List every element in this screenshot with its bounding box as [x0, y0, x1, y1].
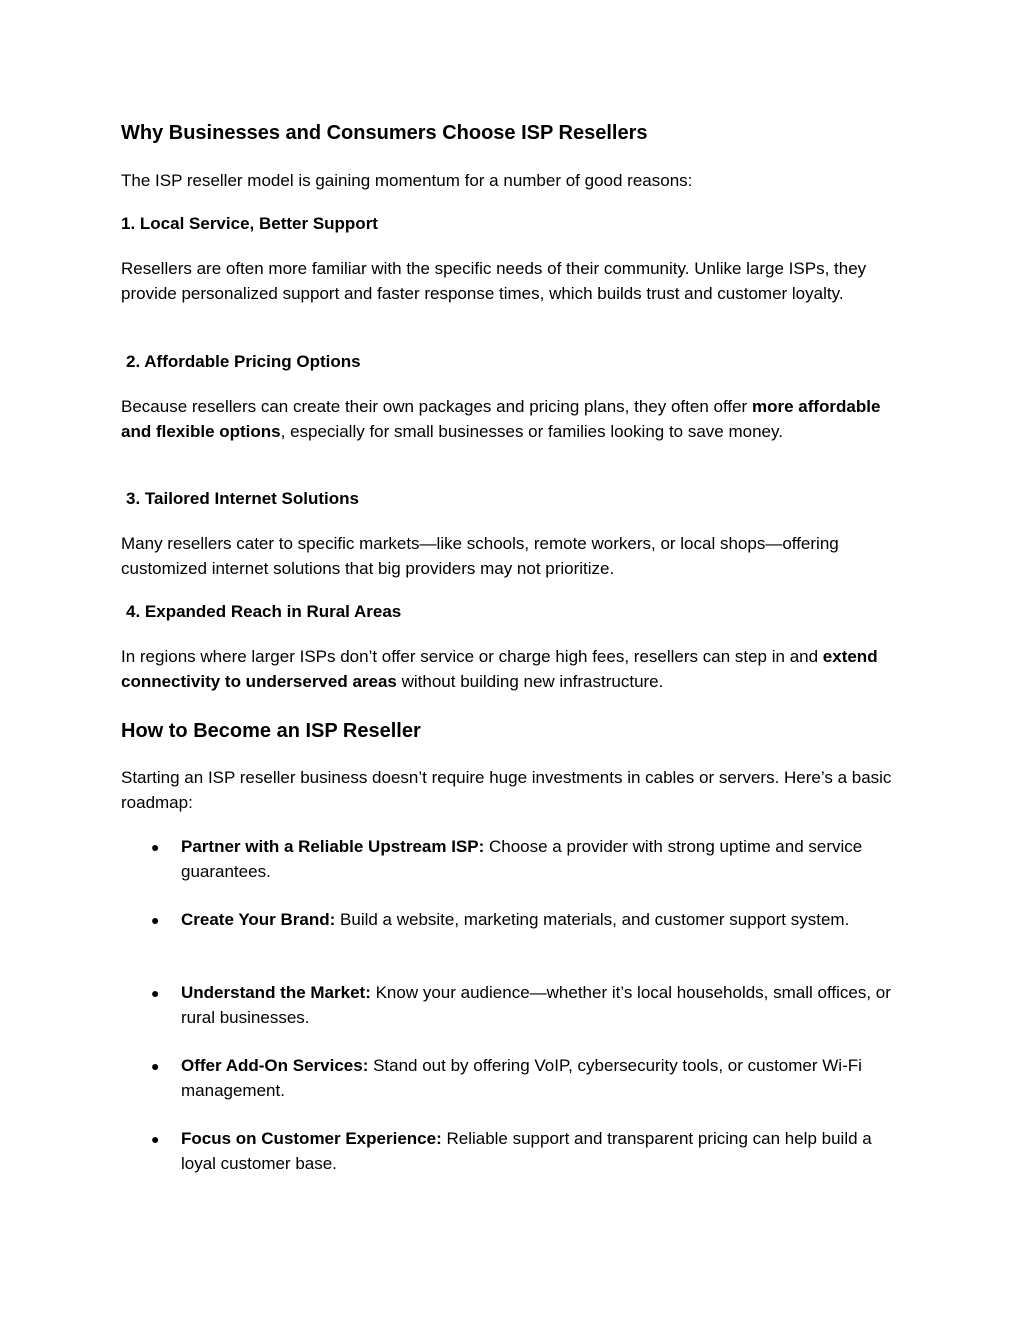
section2-intro: Starting an ISP reseller business doesn’t require huge investments in cables or servers. Here’s a basic roadmap: [121, 768, 892, 812]
reason-body-4 [121, 645, 906, 694]
step-label: Create Your Brand: [181, 910, 336, 929]
reason-heading-1: 1. Local Service, Better Support [121, 214, 378, 233]
reason-body-3: Many resellers cater to specific markets—like schools, remote workers, or local shops—offering customized internet solutions that big providers may not prioritize. [121, 534, 839, 578]
reason-body-4-post: without building new infrastructure. [396, 671, 664, 691]
list-item [151, 981, 906, 1030]
bullet-icon: ● [151, 985, 160, 1001]
step-text: Build a website, marketing materials, and customer support system. [335, 910, 850, 929]
step-label: Partner with a Reliable Upstream ISP: [181, 837, 485, 856]
reason-body-2-post: , especially for small businesses or families looking to save money. [280, 421, 783, 441]
reason-body-2 [121, 395, 906, 444]
reason-body-4-bold: extend connectivity to underserved areas [121, 647, 878, 691]
reason-body-2-bold: more affordable and flexible options [121, 397, 881, 441]
bullet-icon: ● [151, 1058, 160, 1074]
step-label: Focus on Customer Experience: [181, 1129, 442, 1148]
list-item [151, 835, 906, 884]
list-item [151, 1127, 906, 1176]
step-text: Stand out by offering VoIP, cybersecurity tools, or customer Wi-Fi management. [181, 1056, 862, 1100]
step-label: Offer Add-On Services: [181, 1056, 369, 1075]
reason-heading-2: 2. Affordable Pricing Options [126, 352, 361, 371]
step-label: Understand the Market: [181, 983, 371, 1002]
reason-heading-4: 4. Expanded Reach in Rural Areas [126, 602, 402, 621]
bullet-icon: ● [151, 839, 160, 855]
step-text: Choose a provider with strong uptime and service guarantees. [181, 837, 863, 881]
reason-body-1: Resellers are often more familiar with the specific needs of their community. Unlike large ISPs, they provide personalized support and faster response times, which builds trust and customer loyalty. [121, 259, 867, 303]
bullet-icon: ● [151, 912, 160, 928]
step-text: Know your audience—whether it’s local households, small offices, or rural businesses. [181, 983, 891, 1027]
reason-heading-3: 3. Tailored Internet Solutions [126, 489, 359, 508]
reason-body-2-pre: Because resellers can create their own packages and pricing plans, they often offer [121, 397, 752, 416]
step-text: Reliable support and transparent pricing can help build a loyal customer base. [181, 1129, 872, 1173]
reason-body-4-pre: In regions where larger ISPs don’t offer service or charge high fees, resellers can step in and [121, 647, 823, 666]
section-title-how-to-become: How to Become an ISP Reseller [121, 720, 421, 742]
section-intro: The ISP reseller model is gaining momentum for a number of good reasons: [121, 171, 693, 190]
list-item [151, 1054, 906, 1103]
bullet-icon: ● [151, 1131, 160, 1147]
section-title-why-resellers: Why Businesses and Consumers Choose ISP Resellers [121, 122, 648, 144]
list-item [151, 908, 906, 933]
